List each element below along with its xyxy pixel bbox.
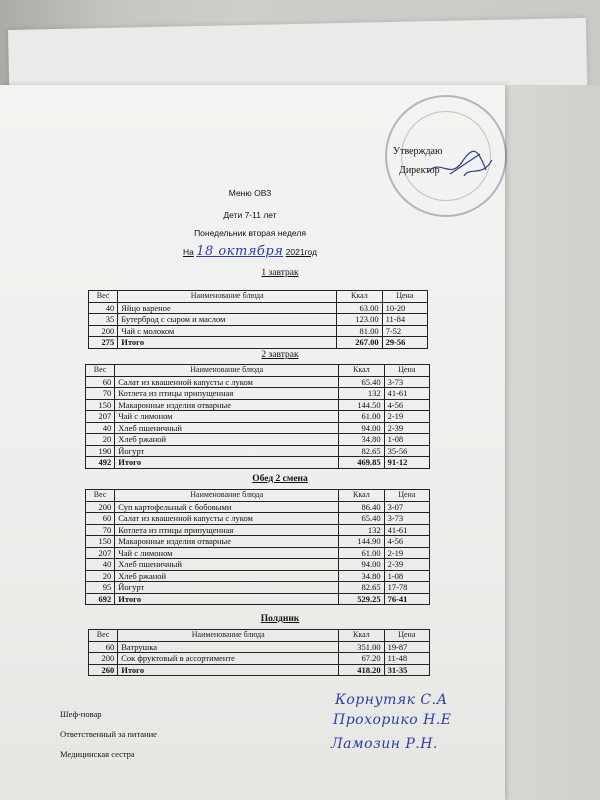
table-row [86,434,430,446]
row-kcal: 82.65 [339,582,384,594]
total-price: 31-35 [384,664,429,676]
menu-title: Меню ОВЗ [228,188,272,198]
row-name: Хлеб пшеничный [115,559,339,571]
table-row [86,536,430,548]
row-weight: 60 [86,376,115,388]
col-price: Цена [384,630,429,642]
row-weight: 20 [86,570,115,582]
section-title-breakfast-1: 1 завтрак [261,268,299,278]
approve-label: Утверждаю [393,146,443,157]
col-kcal: Ккал [337,291,382,303]
row-weight: 200 [89,325,118,337]
section-title-snack: Полдник [260,614,300,624]
director-label: Директор [399,165,440,176]
table-header [89,291,428,303]
row-price: 3-07 [384,501,429,513]
row-price: 10-20 [382,302,427,314]
row-kcal: 63.00 [337,302,382,314]
row-name: Хлеб пшеничный [115,422,339,434]
table-row [86,388,430,400]
row-kcal: 94.00 [339,422,384,434]
row-weight: 60 [89,641,118,653]
row-weight: 190 [86,445,115,457]
paper-edge [505,85,600,800]
nurse-label: Медицинская сестра [60,749,135,759]
table-row [86,445,430,457]
row-price: 4-56 [384,536,429,548]
col-kcal: Ккал [339,365,384,377]
row-weight: 200 [89,653,118,665]
row-name: Макаронные изделия отварные [115,399,339,411]
table-row [89,641,430,653]
total-kcal: 469.85 [339,457,384,469]
row-price: 1-08 [384,434,429,446]
row-price: 2-19 [384,411,429,423]
row-kcal: 144.50 [339,399,384,411]
date-prefix: На [182,247,194,257]
table-row [86,582,430,594]
day-week: Понедельник вторая неделя [194,228,306,238]
row-price: 3-73 [384,376,429,388]
section-title-lunch: Обед 2 смена [252,474,308,484]
row-weight: 40 [86,422,115,434]
total-price: 29-56 [382,337,427,349]
section-title-breakfast-2: 2 завтрак [261,350,299,360]
table-row [89,302,428,314]
table-row [86,570,430,582]
row-kcal: 144.90 [339,536,384,548]
nurse-signature: Ламозин Р.Н. [331,736,438,752]
row-kcal: 65.40 [339,513,384,525]
row-kcal: 61.00 [339,411,384,423]
row-name: Чай с лимоном [115,547,339,559]
col-weight: Вес [86,365,115,377]
row-weight: 20 [86,434,115,446]
row-name: Суп картофельный с бобовыми [115,501,339,513]
row-name: Йогурт [115,445,339,457]
row-weight: 207 [86,411,115,423]
table-row [86,422,430,434]
row-price: 1-08 [384,570,429,582]
row-weight: 150 [86,399,115,411]
row-name: Яйцо вареное [118,302,337,314]
row-weight: 150 [86,536,115,548]
table-row [86,501,430,513]
row-kcal: 82.65 [339,445,384,457]
row-weight: 70 [86,524,115,536]
menu-table-snack [88,629,430,676]
row-weight: 200 [86,501,115,513]
row-name: Котлета из птицы припущенная [115,388,339,400]
total-label: Итого [115,457,339,469]
row-weight: 40 [89,302,118,314]
row-price: 41-61 [384,524,429,536]
row-name: Йогурт [115,582,339,594]
row-name: Хлеб ржаной [115,570,339,582]
menu-table-lunch [85,489,430,605]
total-kcal: 267.00 [337,337,382,349]
row-kcal: 67.20 [339,653,384,665]
col-weight: Вес [89,630,118,642]
col-name: Наименование блюда [118,630,339,642]
col-kcal: Ккал [339,630,384,642]
col-weight: Вес [89,291,118,303]
col-weight: Вес [86,490,115,502]
responsible-signature: Прохорико Н.Е [333,712,452,728]
date-handwritten: 18 октября [196,244,284,259]
row-weight: 60 [86,513,115,525]
age-group: Дети 7-11 лет [223,210,277,220]
menu-table-breakfast-2 [85,364,430,469]
total-weight: 260 [89,664,118,676]
row-price: 7-52 [382,325,427,337]
chef-label: Шеф-повар [60,709,102,719]
table-row [86,513,430,525]
row-price: 2-19 [384,547,429,559]
total-weight: 275 [89,337,118,349]
row-kcal: 132 [339,388,384,400]
table-row [89,325,428,337]
row-kcal: 94.00 [339,559,384,571]
row-name: Хлеб ржаной [115,434,339,446]
table-header [89,630,430,642]
col-name: Наименование блюда [118,291,337,303]
row-name: Котлета из птицы припущенная [115,524,339,536]
row-price: 4-56 [384,399,429,411]
row-weight: 35 [89,314,118,326]
row-name: Ватрушка [118,641,339,653]
menu-table-breakfast-1 [88,290,428,349]
row-price: 17-78 [384,582,429,594]
row-price: 3-73 [384,513,429,525]
col-name: Наименование блюда [115,365,339,377]
row-price: 11-84 [382,314,427,326]
row-weight: 207 [86,547,115,559]
row-price: 35-56 [384,445,429,457]
table-row [86,376,430,388]
total-label: Итого [118,664,339,676]
table-header [86,365,430,377]
total-row [86,457,430,469]
col-price: Цена [384,365,429,377]
row-weight: 70 [86,388,115,400]
total-row [89,664,430,676]
row-name: Чай с лимоном [115,411,339,423]
row-kcal: 123.00 [337,314,382,326]
table-row [86,399,430,411]
total-row [89,337,428,349]
row-name: Чай с молоком [118,325,337,337]
date-line [80,244,420,259]
row-kcal: 132 [339,524,384,536]
total-price: 91-12 [384,457,429,469]
table-row [86,559,430,571]
row-kcal: 81.00 [337,325,382,337]
row-kcal: 86.40 [339,501,384,513]
row-kcal: 351.00 [339,641,384,653]
row-weight: 40 [86,559,115,571]
row-kcal: 61.00 [339,547,384,559]
col-name: Наименование блюда [115,490,339,502]
row-name: Макаронные изделия отварные [115,536,339,548]
row-price: 2-39 [384,422,429,434]
row-price: 2-39 [384,559,429,571]
row-name: Салат из квашенной капусты с луком [115,376,339,388]
total-label: Итого [115,593,339,605]
total-price: 76-41 [384,593,429,605]
table-row [86,547,430,559]
row-weight: 95 [86,582,115,594]
row-price: 11-48 [384,653,429,665]
responsible-label: Ответственный за питание [60,729,157,739]
row-price: 19-87 [384,641,429,653]
row-kcal: 34.80 [339,570,384,582]
total-kcal: 529.25 [339,593,384,605]
row-name: Сок фруктовый в ассортименте [118,653,339,665]
row-name: Бутерброд с сыром и маслом [118,314,337,326]
row-kcal: 65.40 [339,376,384,388]
total-weight: 692 [86,593,115,605]
table-header [86,490,430,502]
col-kcal: Ккал [339,490,384,502]
row-kcal: 34.80 [339,434,384,446]
table-row [86,524,430,536]
total-weight: 492 [86,457,115,469]
table-row [89,314,428,326]
total-label: Итого [118,337,337,349]
date-suffix: 2021год [285,247,317,257]
row-price: 41-61 [384,388,429,400]
total-kcal: 418.20 [339,664,384,676]
table-row [89,653,430,665]
total-row [86,593,430,605]
chef-signature: Корнутяк С.А [335,692,448,708]
director-signature [420,140,500,190]
table-row [86,411,430,423]
col-price: Цена [382,291,427,303]
col-price: Цена [384,490,429,502]
row-name: Салат из квашенной капусты с луком [115,513,339,525]
